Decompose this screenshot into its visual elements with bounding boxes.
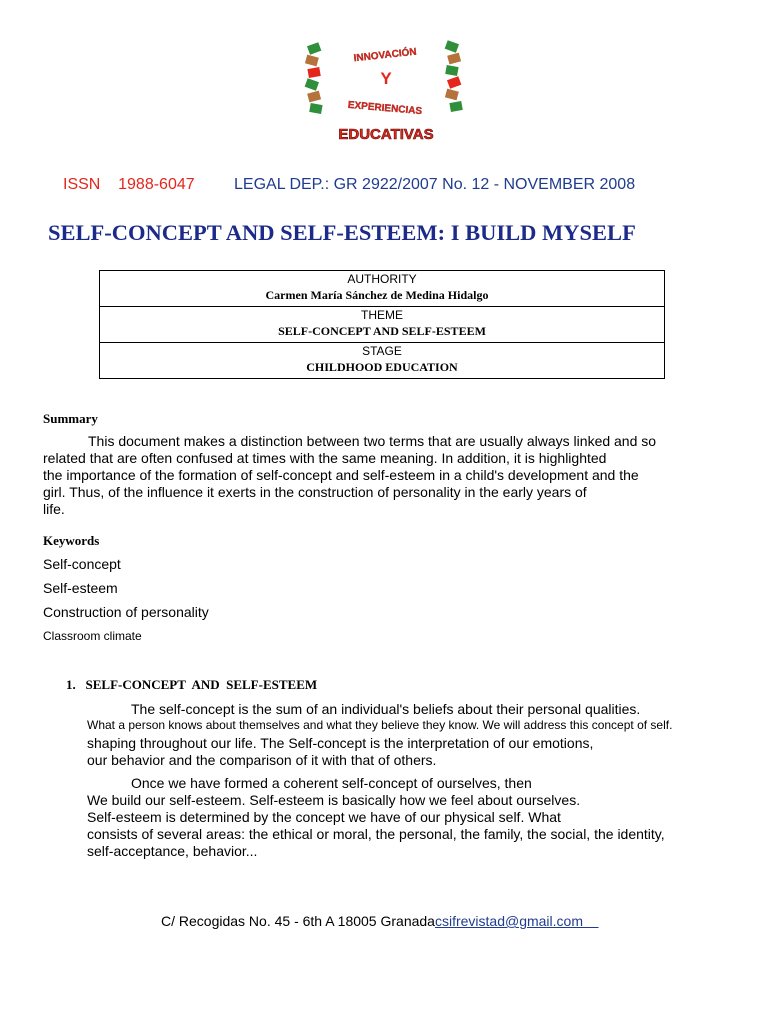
document-title: SELF-CONCEPT AND SELF-ESTEEM: I BUILD MYSELF <box>48 220 636 245</box>
legal-deposit: LEGAL DEP.: GR 2922/2007 No. 12 - NOVEMBER 2008 <box>234 176 636 193</box>
logo-text-y: Y <box>380 69 392 88</box>
keywords-heading: Keywords <box>43 533 100 548</box>
footer-email-link[interactable]: csifrevistad@gmail.com <box>434 913 583 929</box>
issn-value: 1988-6047 <box>118 176 195 193</box>
logo-text-innovacion: INNOVACIÓN <box>353 46 418 65</box>
theme-label: THEME <box>361 308 403 322</box>
stage-value: CHILDHOOD EDUCATION <box>306 360 458 374</box>
section-line: We build our self-esteem. Self-esteem is basically how we feel about ourselves. <box>87 792 581 808</box>
keyword-item: Self-concept <box>43 556 121 572</box>
section-line: self-acceptance, behavior... <box>87 843 258 859</box>
section-line: What a person knows about themselves and what they believe they know. We will address this concept of self. <box>87 718 673 732</box>
authority-value: Carmen María Sánchez de Medina Hidalgo <box>265 288 489 302</box>
right-blocks-decoration <box>445 40 463 112</box>
keyword-item: Classroom climate <box>43 629 142 643</box>
footer-address: C/ Recogidas No. 45 - 6th A 18005 Granada <box>161 913 435 929</box>
section-line: The self-concept is the sum of an individual's beliefs about their personal qualities. <box>131 701 641 717</box>
section-heading: 1. SELF-CONCEPT AND SELF-ESTEEM <box>66 677 318 692</box>
issn <box>63 176 195 194</box>
theme-value: SELF-CONCEPT AND SELF-ESTEEM <box>278 324 486 338</box>
section-line: Once we have formed a coherent self-concept of ourselves, then <box>131 775 532 791</box>
keyword-item: Self-esteem <box>43 580 118 596</box>
authority-label: AUTHORITY <box>347 272 417 286</box>
section-line: our behavior and the comparison of it with that of others. <box>87 752 437 768</box>
footer <box>161 913 599 929</box>
left-blocks-decoration <box>305 42 323 114</box>
issn-label: ISSN <box>63 176 101 193</box>
table-row <box>100 307 665 343</box>
section-line: consists of several areas: the ethical or moral, the personal, the family, the social, the identity, <box>87 826 665 842</box>
keyword-item: Construction of personality <box>43 604 209 620</box>
article-info-table <box>99 270 665 379</box>
summary-line: related that are often confused at times with the same meaning. In addition, it is highlighted <box>43 450 607 466</box>
table-row <box>100 343 665 379</box>
logo-text-experiencias: EXPERIENCIAS <box>347 99 423 118</box>
section-line: Self-esteem is determined by the concept we have of our physical self. What <box>87 809 561 825</box>
table-row <box>100 271 665 307</box>
summary-line: girl. Thus, of the influence it exerts in the construction of personality in the early years of <box>43 484 587 500</box>
stage-label: STAGE <box>362 344 402 358</box>
summary-line: life. <box>43 501 65 517</box>
section-line: shaping throughout our life. The Self-concept is the interpretation of our emotions, <box>87 735 594 751</box>
logo-text-educativas: EDUCATIVAS <box>338 126 434 143</box>
summary-heading: Summary <box>43 411 98 426</box>
summary-line: the importance of the formation of self-concept and self-esteem in a child's development and the <box>43 467 639 483</box>
journal-logo <box>300 38 470 148</box>
summary-line: This document makes a distinction between two terms that are usually always linked and so <box>88 433 657 449</box>
